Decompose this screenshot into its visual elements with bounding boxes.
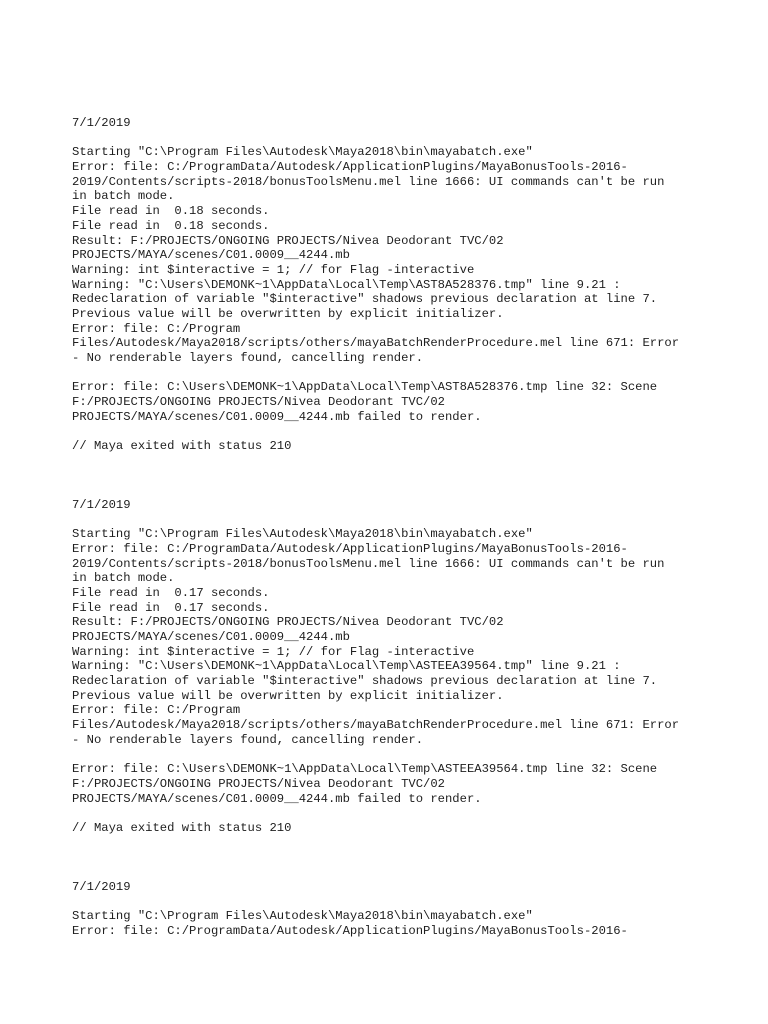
- log-entry: [72, 116, 762, 454]
- log-line: File read in 0.17 seconds.: [72, 585, 270, 600]
- log-line: Previous value will be overwritten by explicit initializer.: [72, 306, 504, 321]
- log-line: PROJECTS/MAYA/scenes/C01.0009__4244.mb failed to render.: [72, 409, 482, 424]
- log-line: Warning: int $interactive = 1; // for Flag -interactive: [72, 262, 475, 277]
- log-line: Warning: "C:\Users\DEMONK~1\AppData\Local\Temp\ASTEEA39564.tmp" line 9.21 :: [72, 659, 621, 674]
- log-line: 2019/Contents/scripts-2018/bonusToolsMenu.mel line 1666: UI commands can't be run: [72, 556, 665, 571]
- log-line: Starting "C:\Program Files\Autodesk\Maya2018\bin\mayabatch.exe": [72, 909, 533, 923]
- log-line: Redeclaration of variable "$interactive" shadows previous declaration at line 7.: [72, 292, 658, 307]
- log-line: 2019/Contents/scripts-2018/bonusToolsMenu.mel line 1666: UI commands can't be run: [72, 174, 665, 189]
- log-line: Result: F:/PROJECTS/ONGOING PROJECTS/Nivea Deodorant TVC/02: [72, 233, 504, 248]
- log-line: PROJECTS/MAYA/scenes/C01.0009__4244.mb failed to render.: [72, 791, 482, 806]
- log-date: 7/1/2019: [72, 497, 131, 512]
- log-line: Redeclaration of variable "$interactive" shadows previous declaration at line 7.: [72, 674, 658, 689]
- log-line: Error: file: C:\Users\DEMONK~1\AppData\Local\Temp\AST8A528376.tmp line 32: Scene: [72, 380, 658, 395]
- log-line: Error: file: C:\Users\DEMONK~1\AppData\Local\Temp\ASTEEA39564.tmp line 32: Scene: [72, 762, 658, 777]
- log-line: F:/PROJECTS/ONGOING PROJECTS/Nivea Deodorant TVC/02: [72, 395, 445, 410]
- log-date: 7/1/2019: [72, 879, 131, 894]
- log-line: Result: F:/PROJECTS/ONGOING PROJECTS/Nivea Deodorant TVC/02: [72, 615, 504, 630]
- log-line: Files/Autodesk/Maya2018/scripts/others/mayaBatchRenderProcedure.mel line 671: Error: [72, 718, 680, 733]
- render-log: [72, 116, 762, 938]
- log-entry: [72, 880, 762, 939]
- log-line: File read in 0.17 seconds.: [72, 600, 270, 615]
- log-line: PROJECTS/MAYA/scenes/C01.0009__4244.mb: [72, 248, 350, 263]
- log-line: in batch mode.: [72, 571, 175, 586]
- log-line: Files/Autodesk/Maya2018/scripts/others/mayaBatchRenderProcedure.mel line 671: Error: [72, 336, 680, 351]
- exit-status: // Maya exited with status 210: [72, 820, 292, 835]
- log-entry: [72, 498, 762, 836]
- log-line: Warning: "C:\Users\DEMONK~1\AppData\Local\Temp\AST8A528376.tmp" line 9.21 :: [72, 277, 621, 292]
- log-line: Warning: int $interactive = 1; // for Flag -interactive: [72, 644, 475, 659]
- log-line: File read in 0.18 seconds.: [72, 218, 270, 233]
- log-line: Error: file: C:/Program: [72, 321, 241, 336]
- log-line: - No renderable layers found, cancelling render.: [72, 732, 424, 747]
- log-date: 7/1/2019: [72, 116, 131, 130]
- log-line: Error: file: C:/Program: [72, 703, 241, 718]
- log-line: Error: file: C:/ProgramData/Autodesk/ApplicationPlugins/MayaBonusTools-2016-: [72, 160, 628, 175]
- log-line: Previous value will be overwritten by explicit initializer.: [72, 688, 504, 703]
- log-line: in batch mode.: [72, 189, 175, 204]
- exit-status: // Maya exited with status 210: [72, 439, 292, 454]
- log-line: Starting "C:\Program Files\Autodesk\Maya2018\bin\mayabatch.exe": [72, 527, 533, 542]
- log-line: Error: file: C:/ProgramData/Autodesk/ApplicationPlugins/MayaBonusTools-2016-: [72, 923, 628, 938]
- log-line: Starting "C:\Program Files\Autodesk\Maya2018\bin\mayabatch.exe": [72, 145, 533, 160]
- log-line: - No renderable layers found, cancelling render.: [72, 351, 424, 365]
- log-line: PROJECTS/MAYA/scenes/C01.0009__4244.mb: [72, 630, 350, 644]
- log-line: Error: file: C:/ProgramData/Autodesk/ApplicationPlugins/MayaBonusTools-2016-: [72, 541, 628, 556]
- log-line: File read in 0.18 seconds.: [72, 204, 270, 219]
- log-line: F:/PROJECTS/ONGOING PROJECTS/Nivea Deodorant TVC/02: [72, 776, 445, 791]
